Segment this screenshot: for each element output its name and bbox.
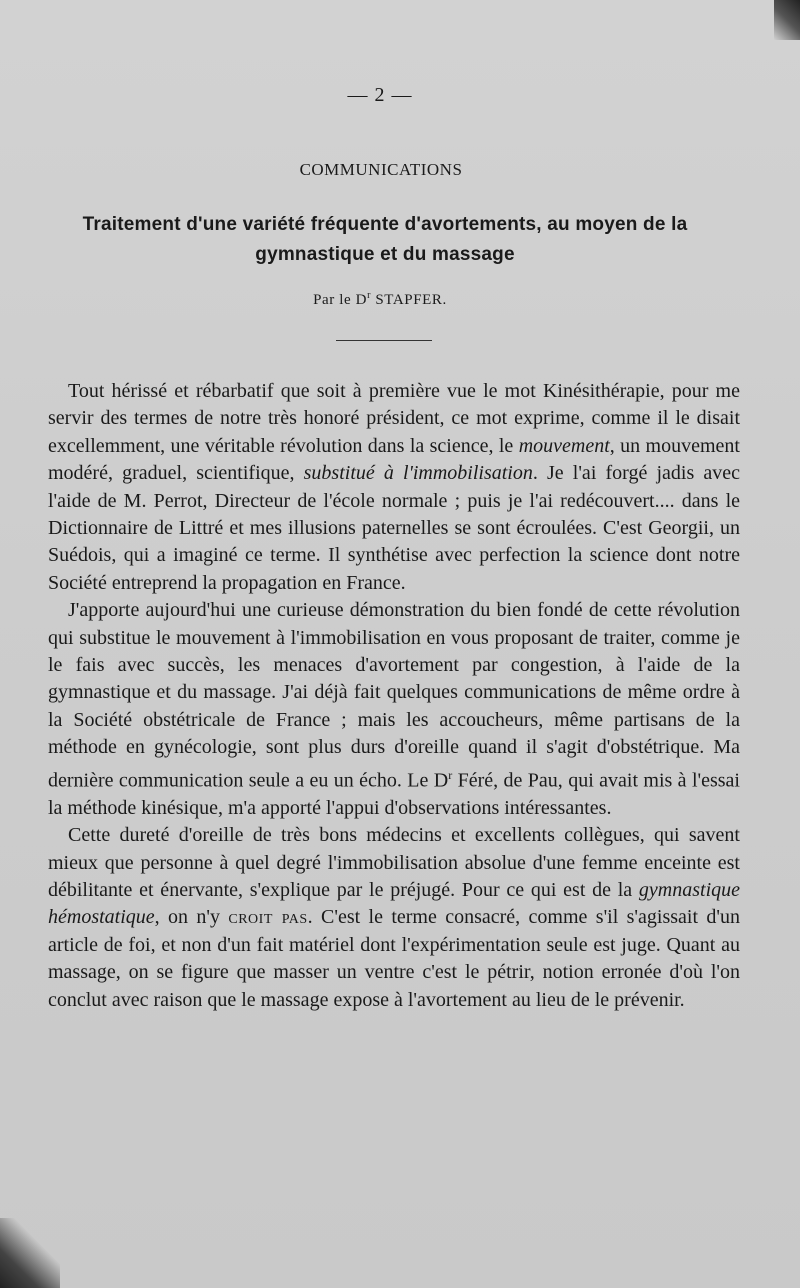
paragraph-text-run: substitué à l'immobilisation <box>303 462 533 485</box>
paragraph-text-run: , on n'y <box>154 906 229 929</box>
article-title: Traitement d'une variété fréquente d'avortements, au moyen de la gymnastique et du massage <box>82 214 688 265</box>
paragraph-text-run: . C'est le terme consacré, comme s'il s'agissait d'un article de foi, et non d'un fait matériel dont l'expérimentation seule est juge. Quant au massage, on se figure que masser un ventre c'est le pétrir, notion erronée d'où l'on conclut avec raison que le massage expose à l'avortement au lieu de le prévenir. <box>48 906 740 1011</box>
byline-sup: r <box>367 290 371 301</box>
article-body <box>48 378 740 1014</box>
paragraph-text-run: mouvement <box>518 434 610 457</box>
paragraph-text-run: r <box>448 767 453 782</box>
paragraph-text-run: Féré, de Pau, qui avait mis à l'essai la méthode kinésique, m'a apporté l'appui d'observations intéressantes. <box>48 769 740 819</box>
paragraph-text-run: . Je l'ai forgé jadis avec l'aide de M. Perrot, Directeur de l'école normale ; puis je l'ai redécouvert.... dans le Dictionnaire de Littré et mes illusions paternelles se sont écroulées. C'est Georgii, un Suédois, qui a imaginé ce terme. Il synthétise avec perfection la science dont notre Société entreprend la propagation en France. <box>48 462 740 594</box>
page-number: — 2 — <box>347 84 413 106</box>
byline-prefix: Par le D <box>313 292 368 308</box>
body-paragraph <box>48 597 740 822</box>
body-paragraph <box>48 822 740 1014</box>
byline-author: STAPFER. <box>371 292 447 308</box>
scan-shadow-top-right <box>774 0 800 40</box>
scan-shadow-bottom-left <box>0 1218 60 1288</box>
title-separator-rule <box>336 340 432 341</box>
byline <box>0 290 760 309</box>
section-heading: COMMUNICATIONS <box>299 160 463 179</box>
paragraph-text-run: , un mouvement modéré, graduel, scientifique, <box>48 434 740 485</box>
paragraph-text-run: J'apporte aujourd'hui une curieuse démonstration du bien fondé de cette révolution qui substitue le mouvement à l'immobilisation en vous proposant de traiter, comme je le fais avec succès, les menaces d'avortement par congestion, à l'aide de la gymnastique et du massage. J'ai déjà fait quelques communications de même ordre à la Société obstétricale de France ; mais les accoucheurs, même partisans de la méthode en gynécologie, sont plus durs d'oreille quand il s'agit d'obstétrique. Ma dernière communication seule a eu un écho. Le D <box>48 599 740 792</box>
paragraph-text-run: croit pas <box>228 906 308 929</box>
paragraph-text-run: gymnastique hémostatique <box>48 878 740 929</box>
body-paragraph <box>48 378 740 597</box>
paragraph-text-run: Cette dureté d'oreille de très bons médecins et excellents collègues, qui savent mieux que personne à quel degré l'immobilisation absolue d'une femme enceinte est débilitante et énervante, s'explique par le préjugé. Pour ce qui est de la <box>48 824 740 901</box>
paragraph-text-run: Tout hérissé et rébarbatif que soit à première vue le mot Kinésithérapie, pour me servir des termes de notre très honoré président, ce mot exprime, comme il le disait excellemment, une véritable révolution dans la science, le <box>48 380 740 457</box>
